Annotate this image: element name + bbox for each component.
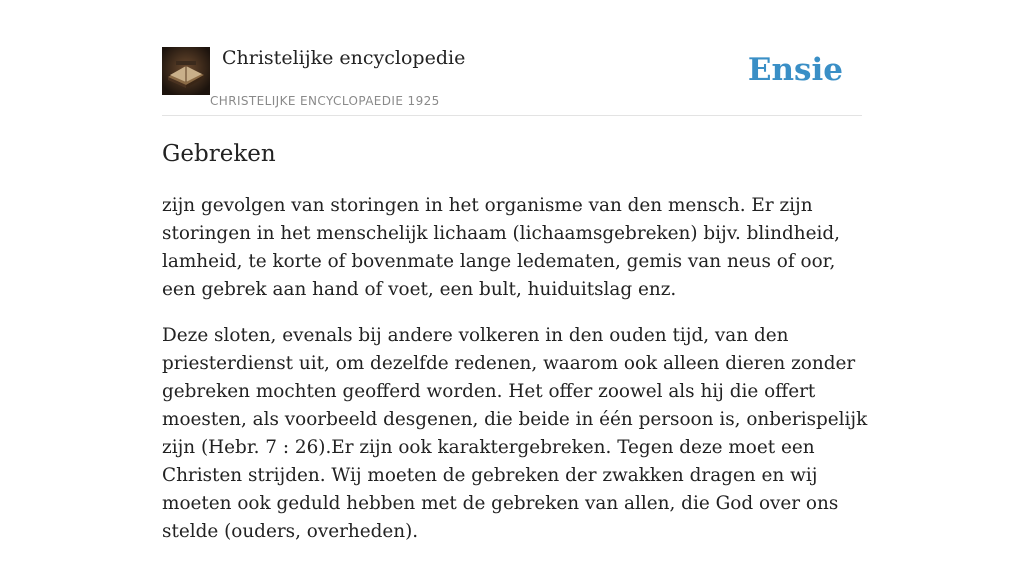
source-subtitle: CHRISTELIJKE ENCYCLOPAEDIE 1925 — [210, 94, 440, 108]
source-avatar-image[interactable] — [162, 47, 210, 95]
source-title-link[interactable]: Christelijke encyclopedie — [222, 47, 466, 69]
article-paragraph: Deze sloten, evenals bij andere volkeren in den ouden tijd, van den priesterdienst uit, om dezelfde redenen, waarom ook alleen dieren zonder gebreken mochten geofferd worden. Het offer zoowel als hij die offert moesten, als voorbeeld desgenen, die beide in één persoon is, onberispelijk zijn (Hebr. 7 : 26).Er zijn ook karaktergebreken. Tegen deze moet een Christen strijden. Wij moeten de gebreken der zwakken dragen en wij moeten ook geduld hebben met de gebreken van allen, die God over ons stelde (ouders, overheden). — [162, 325, 868, 542]
article-paragraph: zijn gevolgen van storingen in het organisme van den mensch. Er zijn storingen in het menschelijk lichaam (lichaamsgebreken) bijv. blindheid, lamheid, te korte of bovenmate lange ledematen, gemis van neus of oor, een gebrek aan hand of voet, een bult, huiduitslag enz. — [162, 195, 841, 300]
article-title: Gebreken — [162, 141, 276, 167]
book-icon — [162, 47, 210, 95]
article-body — [162, 192, 868, 564]
ensie-logo-link[interactable]: Ensie — [747, 52, 843, 88]
header-divider — [162, 115, 862, 116]
